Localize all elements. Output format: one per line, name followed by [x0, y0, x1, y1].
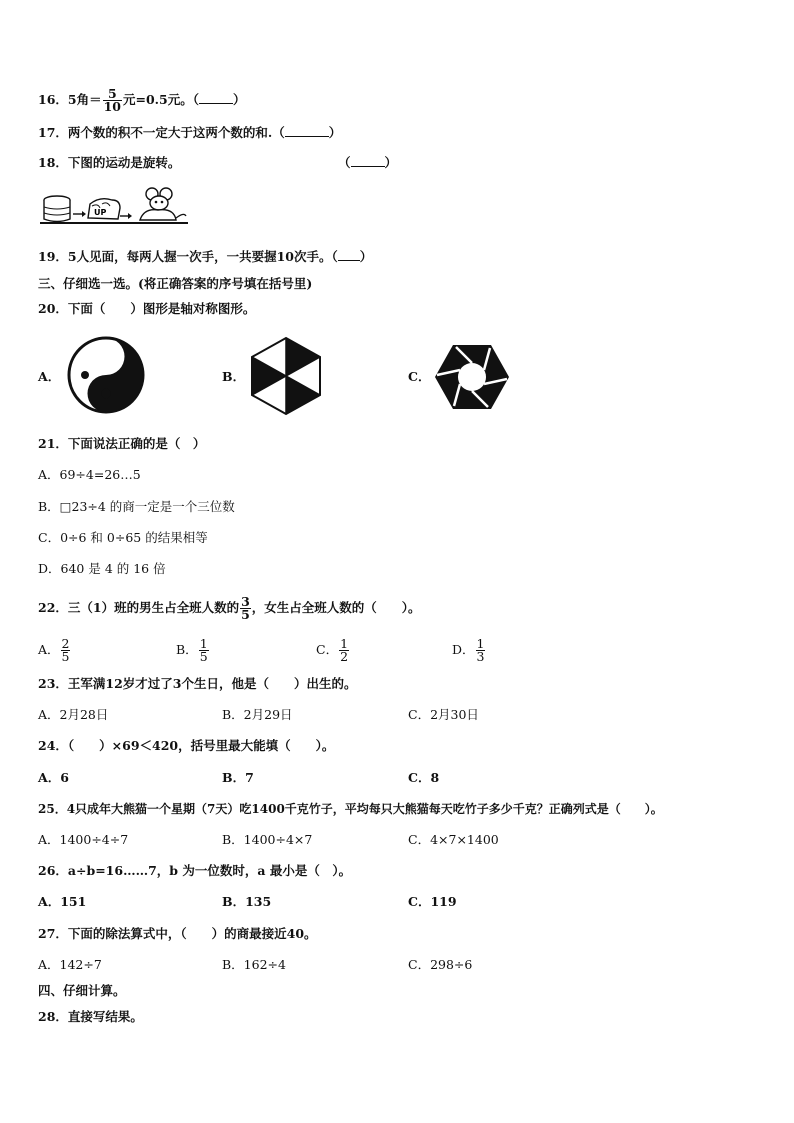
- question-27: 27．下面的除法算式中，（ ）的商最接近40。: [38, 926, 317, 941]
- fraction-1-5: [199, 638, 209, 663]
- q20-option-b-label[interactable]: B．: [222, 369, 246, 384]
- q21-option-d[interactable]: D．640 是 4 的 16 倍: [38, 561, 166, 576]
- q22-suffix: ，女生占全班人数的（ ）。: [251, 600, 421, 615]
- cake-figure-1: [44, 196, 70, 222]
- motion-figure: [40, 186, 190, 228]
- question-26: 26．a÷b=16……7，b 为一位数时，a 最小是（ ）。: [38, 863, 352, 878]
- q24-option-c[interactable]: C．8: [408, 770, 440, 785]
- q17-text: 17．两个数的积不一定大于这两个数的和.（: [38, 125, 285, 140]
- q25-option-b[interactable]: B．1400÷4×7: [222, 832, 313, 847]
- q24-option-a[interactable]: A．6: [38, 770, 69, 785]
- question-28: 28．直接写结果。: [38, 1009, 143, 1024]
- question-24: 24．（ ）×69＜420，括号里最大能填（ ）。: [38, 738, 335, 753]
- fraction-denominator: 2: [340, 649, 349, 664]
- q20-option-c-label[interactable]: C．: [408, 369, 431, 384]
- question-19: [38, 249, 372, 265]
- question-23: 23．王军满12岁才过了3个生日，他是（ ）出生的。: [38, 676, 357, 691]
- question-20: 20．下面（ ）图形是轴对称图形。: [38, 301, 256, 316]
- q22-option-c[interactable]: [316, 638, 350, 663]
- q21-option-c[interactable]: C．0÷6 和 0÷65 的结果相等: [38, 530, 208, 545]
- fraction-numerator: 1: [476, 636, 485, 651]
- q20-option-a-label[interactable]: A．: [38, 369, 61, 384]
- q16-suffix: 元=0.5元。（: [123, 92, 199, 107]
- fraction-1-2: [339, 638, 349, 663]
- option-label: B．: [176, 642, 198, 657]
- q27-option-c[interactable]: C．298÷6: [408, 957, 473, 972]
- cake-figure-2: [88, 199, 120, 219]
- mouse-figure: [140, 188, 186, 220]
- option-label: D．: [452, 642, 475, 657]
- question-16: [38, 88, 246, 113]
- fraction-denominator: 5: [241, 607, 250, 622]
- q25-option-c[interactable]: C．4×7×1400: [408, 832, 499, 847]
- q23-option-a[interactable]: A．2月28日: [38, 707, 109, 722]
- fraction-denominator: 5: [61, 649, 70, 664]
- q18-answer: [338, 155, 397, 171]
- q26-option-b[interactable]: B．135: [222, 894, 272, 909]
- option-label: C．: [316, 642, 339, 657]
- question-17: [38, 125, 341, 141]
- fraction-numerator: 1: [199, 636, 208, 651]
- answer-blank[interactable]: [199, 93, 233, 104]
- fraction-numerator: 5: [103, 88, 122, 101]
- hexagon-triangles-figure: [248, 335, 324, 417]
- fraction-numerator: 2: [61, 636, 70, 651]
- option-label: A．: [38, 642, 60, 657]
- paren-close: ）: [384, 155, 398, 170]
- q21-option-a[interactable]: A．69÷4=26…5: [38, 467, 141, 482]
- q27-option-b[interactable]: B．162÷4: [222, 957, 286, 972]
- q16-end: ）: [232, 92, 246, 107]
- q23-option-b[interactable]: B．2月29日: [222, 707, 293, 722]
- yin-yang-figure: [64, 335, 154, 415]
- answer-blank[interactable]: [285, 126, 329, 137]
- q24-option-b[interactable]: B．7: [222, 770, 254, 785]
- fraction-1-3: [476, 638, 486, 663]
- answer-blank[interactable]: [351, 156, 385, 167]
- question-22: [38, 596, 421, 621]
- q22-option-d[interactable]: [452, 638, 486, 663]
- q17-end: ）: [328, 125, 342, 140]
- question-25: 25．4只成年大熊猫一个星期（7天）吃1400千克竹子，平均每只大熊猫每天吃竹子多少千克？正确列式是（ ）。: [38, 802, 663, 816]
- fraction-numerator: 1: [340, 636, 349, 651]
- question-18: [38, 155, 180, 171]
- fraction-2-5: [61, 638, 71, 663]
- answer-blank[interactable]: [338, 250, 360, 261]
- fraction-denominator: 5: [199, 649, 208, 664]
- q22-option-b[interactable]: [176, 638, 210, 663]
- q22-option-a[interactable]: [38, 638, 71, 663]
- q26-option-a[interactable]: A．151: [38, 894, 87, 909]
- q25-option-a[interactable]: A．1400÷4÷7: [38, 832, 129, 847]
- question-21: 21．下面说法正确的是（ ）: [38, 436, 206, 451]
- q19-end: ）: [359, 249, 373, 264]
- fraction-denominator: 3: [476, 649, 485, 664]
- pinwheel-hexagon-figure: [434, 343, 510, 411]
- svg-text:UP: UP: [94, 208, 107, 217]
- q16-prefix: 16．5角＝: [38, 92, 102, 107]
- q21-option-b[interactable]: B．□23÷4 的商一定是一个三位数: [38, 499, 235, 514]
- q19-text: 19．5人见面，每两人握一次手，一共要握10次手。（: [38, 249, 338, 264]
- q22-prefix: 22．三（1）班的男生占全班人数的: [38, 600, 240, 615]
- paren-open: （: [338, 155, 351, 170]
- q23-option-c[interactable]: C．2月30日: [408, 707, 479, 722]
- fraction-numerator: 3: [241, 594, 250, 609]
- section-3-heading: 三、仔细选一选。(将正确答案的序号填在括号里): [38, 276, 313, 291]
- q18-text: 18．下图的运动是旋转。: [38, 155, 181, 170]
- fraction-5-10: [103, 88, 122, 113]
- section-4-heading: 四、仔细计算。: [38, 983, 126, 998]
- fraction-3-5: [240, 596, 251, 621]
- fraction-denominator: 10: [103, 99, 121, 114]
- q27-option-a[interactable]: A．142÷7: [38, 957, 102, 972]
- q26-option-c[interactable]: C．119: [408, 894, 457, 909]
